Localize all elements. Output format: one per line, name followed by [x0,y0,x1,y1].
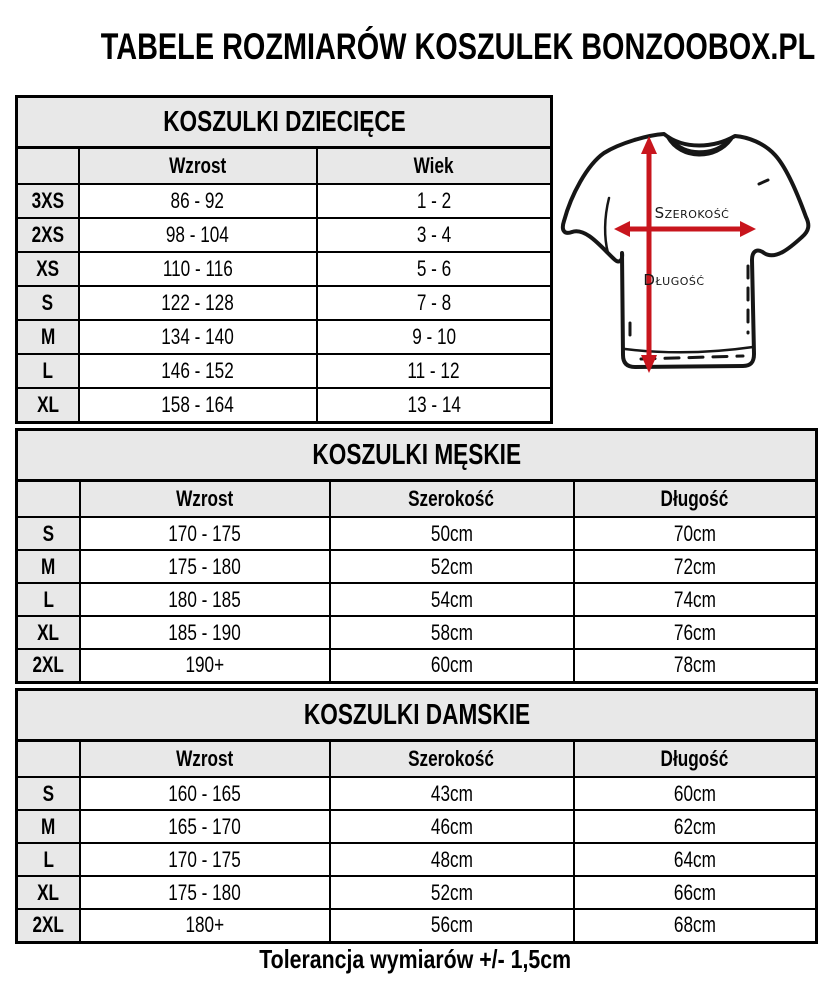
table-row [17,184,552,218]
table-cell: 66cm [574,876,817,909]
size-cell: XL [17,616,80,649]
tshirt-svg [556,98,828,398]
size-cell: L [17,354,79,388]
table-cell: 1 - 2 [317,184,552,218]
table-cell: 74cm [574,583,817,616]
size-cell: 3XS [17,184,79,218]
column-header-wiek: Wiek [317,148,552,185]
table-header-row [17,741,817,778]
size-cell: 2XL [17,649,80,682]
table-cell: 48cm [330,843,574,876]
size-cell: M [17,810,80,843]
table-cell: 54cm [330,583,574,616]
table-title-row [17,690,817,741]
table-cell: 78cm [574,649,817,682]
table-cell: 60cm [574,777,817,810]
width-label: Szerokość [654,204,730,222]
column-header-wzrost: Wzrost [80,741,330,778]
page-title-text: TABELE ROZMIARÓW KOSZULEK BONZOOBOX.PL [100,26,816,67]
table-cell: 170 - 175 [80,517,330,550]
table-cell: 3 - 4 [317,218,552,252]
table-cell: 170 - 175 [80,843,330,876]
table-title-text: KOSZULKI MĘSKIE [312,438,521,471]
table-cell: 9 - 10 [317,320,552,354]
table-title-row [17,97,552,148]
corner-cell [17,481,80,518]
table-row [17,286,552,320]
length-label: Długość [643,271,705,289]
table-row [17,649,817,682]
size-cell: S [17,777,80,810]
size-cell: 2XL [17,909,80,942]
table-title [17,690,817,741]
table-cell: 122 - 128 [79,286,317,320]
table-row [17,218,552,252]
size-cell: XS [17,252,79,286]
table-cell: 52cm [330,876,574,909]
table-cell: 110 - 116 [79,252,317,286]
tshirt-outline [563,134,808,367]
size-cell: L [17,583,80,616]
table-cell: 180 - 185 [80,583,330,616]
table-row [17,388,552,422]
size-cell: M [17,550,80,583]
table-cell: 175 - 180 [80,550,330,583]
table-cell: 158 - 164 [79,388,317,422]
table-row [17,354,552,388]
table-cell: 70cm [574,517,817,550]
column-header-dlugosc: Długość [574,481,817,518]
tshirt-illustration [556,98,828,398]
table-cell: 43cm [330,777,574,810]
table-cell: 46cm [330,810,574,843]
table-cell: 86 - 92 [79,184,317,218]
table-cell: 52cm [330,550,574,583]
size-table-men [15,428,818,684]
table-row [17,550,817,583]
table-cell: 13 - 14 [317,388,552,422]
table-cell: 190+ [80,649,330,682]
column-header-dlugosc: Długość [574,741,817,778]
table-cell: 160 - 165 [80,777,330,810]
table-row [17,320,552,354]
table-cell: 165 - 170 [80,810,330,843]
table-row [17,252,552,286]
table-cell: 64cm [574,843,817,876]
table-row [17,583,817,616]
table-row [17,843,817,876]
table-cell: 11 - 12 [317,354,552,388]
size-cell: XL [17,876,80,909]
table-cell: 134 - 140 [79,320,317,354]
table-cell: 62cm [574,810,817,843]
column-header-szerokosc: Szerokość [330,741,574,778]
table-cell: 180+ [80,909,330,942]
table-title-row [17,430,817,481]
table-cell: 98 - 104 [79,218,317,252]
page-title [0,26,830,68]
table-row [17,909,817,942]
table-cell: 58cm [330,616,574,649]
table-cell: 185 - 190 [80,616,330,649]
table-row [17,810,817,843]
table-cell: 146 - 152 [79,354,317,388]
size-cell: XL [17,388,79,422]
size-cell: S [17,517,80,550]
table-row [17,876,817,909]
table-row [17,616,817,649]
column-header-wzrost: Wzrost [80,481,330,518]
table-cell: 76cm [574,616,817,649]
corner-cell [17,148,79,185]
table-cell: 60cm [330,649,574,682]
table-title-text: KOSZULKI DZIECIĘCE [162,105,406,138]
table-cell: 68cm [574,909,817,942]
table-cell: 5 - 6 [317,252,552,286]
table-cell: 72cm [574,550,817,583]
table-cell: 56cm [330,909,574,942]
size-cell: S [17,286,79,320]
size-cell: M [17,320,79,354]
table-row [17,517,817,550]
column-header-szerokosc: Szerokość [330,481,574,518]
table-cell: 50cm [330,517,574,550]
corner-cell [17,741,80,778]
size-cell: 2XS [17,218,79,252]
table-cell: 7 - 8 [317,286,552,320]
tolerance-note [0,944,830,975]
table-header-row [17,148,552,185]
size-cell: L [17,843,80,876]
tolerance-note-text: Tolerancja wymiarów +/- 1,5cm [259,944,571,974]
table-title [17,430,817,481]
size-table-kids [15,95,553,424]
table-header-row [17,481,817,518]
size-table-women [15,688,818,944]
table-cell: 175 - 180 [80,876,330,909]
column-header-wzrost: Wzrost [79,148,317,185]
table-row [17,777,817,810]
table-title [17,97,552,148]
table-title-text: KOSZULKI DAMSKIE [303,698,530,731]
